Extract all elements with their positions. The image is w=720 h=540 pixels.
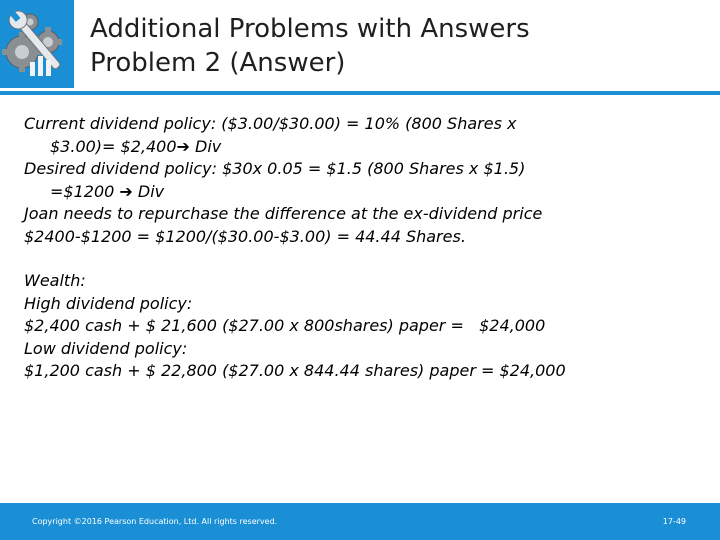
low-dividend-calculation: $1,200 cash + $ 22,800 ($27.00 x 844.44 shares) paper = $24,000	[24, 361, 566, 380]
tools-gears-icon	[0, 0, 74, 88]
high-dividend-heading: High dividend policy:	[24, 293, 193, 313]
current-policy-div: Div	[189, 136, 222, 156]
slide-body	[24, 113, 714, 383]
page-number: 17-49	[662, 517, 686, 526]
low-dividend-heading: Low dividend policy:	[24, 338, 188, 358]
slide-header	[0, 0, 720, 88]
slide-footer	[0, 503, 720, 540]
slide-title	[90, 12, 530, 80]
current-policy-amount: $3.00)= $2,400	[50, 136, 177, 156]
arrow-right-icon: ➔	[119, 181, 133, 201]
desired-policy-line-1: Desired dividend policy: $30x 0.05 = $1.5 (800 Shares x $1.5)	[24, 159, 526, 178]
current-policy-line-2	[24, 136, 714, 159]
repurchase-calculation: $2400-$1200 = $1200/($30.00-$3.00) = 44.44 Shares.	[24, 226, 466, 246]
high-dividend-calculation: $2,400 cash + $ 21,600 ($27.00 x 800shares) paper = $24,000	[24, 316, 546, 335]
title-line-1: Additional Problems with Answers	[90, 14, 530, 44]
wealth-heading: Wealth:	[24, 271, 86, 290]
arrow-right-icon: ➔	[176, 136, 190, 156]
tools-gears-svg	[0, 0, 74, 88]
current-policy-line-1: Current dividend policy: ($3.00/$30.00) = 10% (800 Shares x	[24, 114, 517, 133]
copyright-notice: Copyright ©2016 Pearson Education, Ltd. All rights reserved.	[32, 517, 278, 526]
desired-policy-div: Div	[132, 181, 165, 201]
header-divider	[0, 91, 720, 95]
title-line-2: Problem 2 (Answer)	[90, 48, 346, 78]
spacer	[24, 248, 714, 270]
desired-policy-line-2	[24, 181, 714, 204]
desired-policy-amount: =$1200	[50, 181, 120, 201]
repurchase-statement: Joan needs to repurchase the difference at the ex-dividend price	[24, 204, 543, 223]
